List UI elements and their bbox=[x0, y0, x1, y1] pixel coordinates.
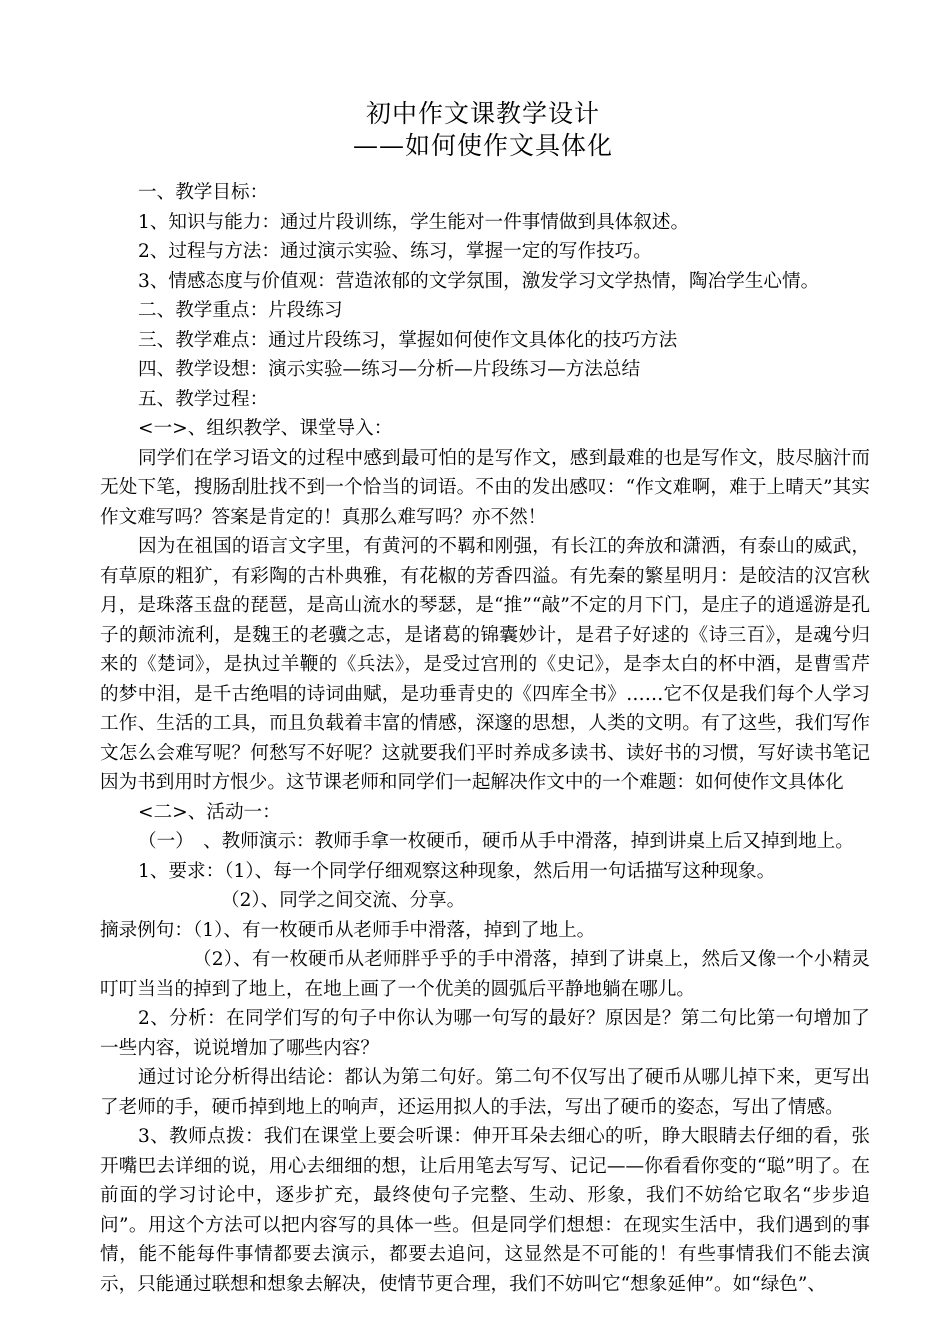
teacher-tip-paragraph: 3、教师点拨：我们在课堂上要会听课：伸开耳朵去细心的听，睁大眼睛去仔细的看，张开嘴巴去详细的说，用心去细细的想，让后用笔去写写、记记——你看看你变的“聪”明了。在前面的学习讨论中，逐步扩充，最终使句子完整、生动、形象，我们不妨给它取名“步步追问”。用这个方法可以把内容写的具体一些。但是同学们想想：在现实生活中，我们遇到的事情，能不能每件事情都要去演示，都要去追问，这显然是不可能的！有些事情我们不能去演示，只能通过联想和想象去解决，使情节更合理，我们不妨叫它“想象延伸”。如“绿色”、 bbox=[100, 1126, 870, 1295]
document-title: 初中作文课教学设计 bbox=[365, 99, 600, 128]
heading-difficulty: 三、教学难点：通过片段练习，掌握如何使作文具体化的技巧方法 bbox=[138, 329, 678, 351]
paragraph-intro: 同学们在学习语文的过程中感到最可怕的是写作文，感到最难的也是写作文，肢尽脑汁而无处下笔，搜肠刮肚找不到一个恰当的词语。不由的发出感叹：“作文难啊，难于上晴天”其实作文难写吗？答案是肯定的！真那么难写吗？亦不然！ bbox=[100, 447, 870, 528]
heading-key-point: 二、教学重点：片段练习 bbox=[138, 300, 343, 321]
section-intro: <一>、组织教学、课堂导入： bbox=[138, 418, 393, 439]
requirement-2: （2）、同学之间交流、分享。 bbox=[221, 890, 466, 911]
example-sentence-1: 摘录例句：（1）、有一枚硬币从老师手中滑落，掉到了地上。 bbox=[100, 919, 596, 941]
section-activity-one: <二>、活动一： bbox=[138, 801, 281, 823]
document-body bbox=[100, 178, 870, 1299]
teacher-demo: （一） 、教师演示：教师手拿一枚硬币，硬币从手中滑落，掉到讲桌上后又掉到地上。 bbox=[138, 831, 854, 852]
heading-process: 五、教学过程： bbox=[138, 388, 269, 410]
heading-plan: 四、教学设想：演示实验—练习—分析—片段练习—方法总结 bbox=[138, 359, 641, 380]
objective-knowledge: 1、知识与能力：通过片段训练，学生能对一件事情做到具体叙述。 bbox=[138, 211, 690, 233]
paragraph-language: 因为在祖国的语言文字里，有黄河的不羁和刚强，有长江的奔放和潇洒，有泰山的威武，有草原的粗犷，有彩陶的古朴典雅，有花椒的芳香四溢。有先秦的繁星明月：是皎洁的汉宫秋月，是珠落玉盘的琵琶，是高山流水的琴瑟，是“推”“敲”不定的月下门，是庄子的逍遥游是孔子的颠沛流利，是魏王的老骥之志，是诸葛的锦囊妙计，是君子好逑的《诗三百》，是魂兮归来的《楚词》，是执过羊鞭的《兵法》，是受过宫刑的《史记》，是李太白的杯中酒，是曹雪芹的梦中泪，是千古绝唱的诗词曲赋，是功垂青史的《四库全书》……它不仅是我们每个人学习工作、生活的工具，而且负载着丰富的情感，深邃的思想，人类的文明。有了这些，我们写作文怎么会难写呢？何愁写不好呢？这就要我们平时养成多读书、读好书的习惯，写好读书笔记因为书到用时方恨少。这节课老师和同学们一起解决作文中的一个难题：如何使作文具体化 bbox=[100, 536, 870, 793]
requirement-1: 1、要求：（1）、每一个同学仔细观察这种现象，然后用一句话描写这种现象。 bbox=[138, 860, 776, 882]
document-subtitle: ——如何使作文具体化 bbox=[352, 131, 613, 160]
objective-process: 2、过程与方法：通过演示实验、练习，掌握一定的写作技巧。 bbox=[138, 241, 652, 262]
example-sentence-2: （2）、有一枚硬币从老师胖乎乎的手中滑落，掉到了讲桌上，然后又像一个小精灵叮叮当当的掉到了地上，在地上画了一个优美的圆弧后平静地躺在哪儿。 bbox=[100, 949, 870, 1000]
heading-objectives: 一、教学目标： bbox=[138, 182, 269, 203]
conclusion-paragraph: 通过讨论分析得出结论：都认为第二句好。第二句不仅写出了硬币从哪儿掉下来，更写出了老师的手，硬币掉到地上的响声，还运用拟人的手法，写出了硬币的姿态，写出了情感。 bbox=[100, 1067, 870, 1118]
analysis-paragraph: 2、分析：在同学们写的句子中你认为哪一句写的最好？原因是？第二句比第一句增加了一些内容，说说增加了哪些内容？ bbox=[100, 1008, 870, 1059]
objective-emotion: 3、情感态度与价值观：营造浓郁的文学氛围，激发学习文学热情，陶冶学生心情。 bbox=[138, 270, 820, 292]
